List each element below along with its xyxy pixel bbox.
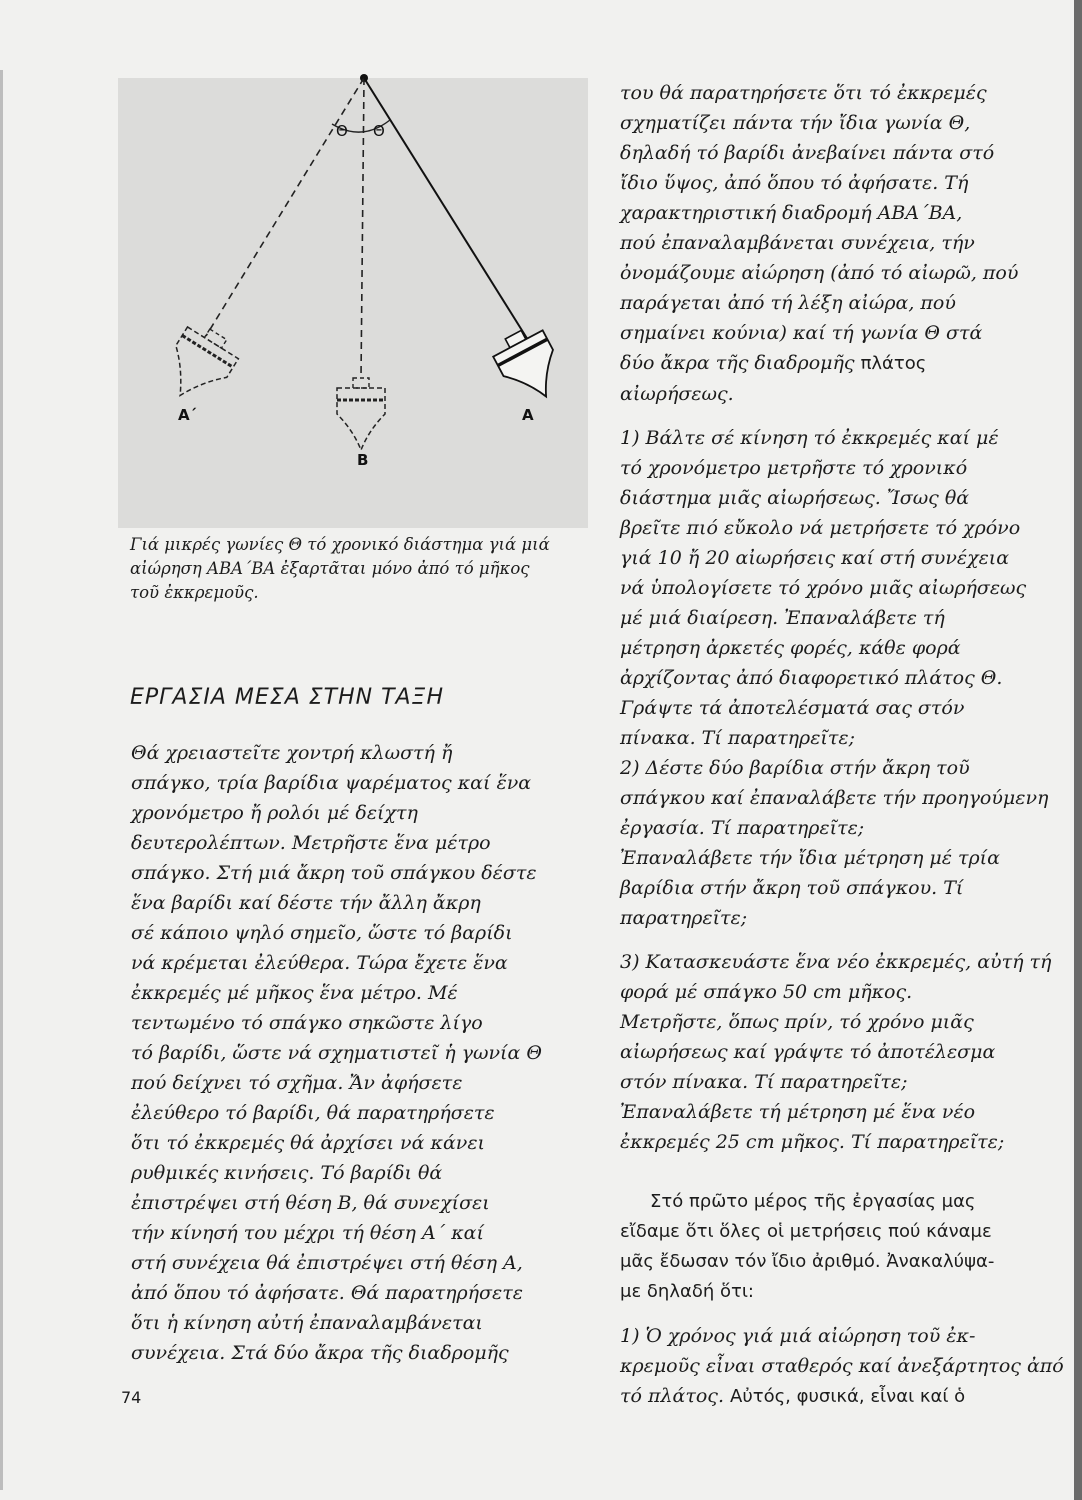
text-line: παρατηρεῖτε; bbox=[620, 907, 748, 929]
text-line: νά ὑπολογίσετε τό χρόνο μιᾶς αἰωρήσεως bbox=[620, 577, 1027, 599]
bob-left bbox=[155, 318, 244, 411]
paragraph-gap bbox=[620, 409, 1072, 423]
text-line: μέτρηση ἀρκετές φορές, κάθε φορά bbox=[620, 637, 961, 659]
text-line: Ἐπαναλάβετε τήν ἴδια μέτρηση μέ τρία bbox=[620, 847, 1000, 869]
text-line: ἐλεύθερο τό βαρίδι, θά παρατηρήσετε bbox=[131, 1102, 495, 1124]
caption-line: τοῦ ἐκκρεμοῦς. bbox=[130, 583, 259, 602]
text-line: σημαίνει κούνια) καί τή γωνία Θ στά bbox=[620, 322, 983, 344]
text-line: ἐργασία. Τί παρατηρεῖτε; bbox=[620, 817, 865, 839]
text-line: γιά 10 ἤ 20 αἰωρήσεις καί στή συνέχεια bbox=[620, 547, 1010, 569]
caption-line: αἰώρηση ΑΒΑ΄ΒΑ ἐξαρτᾶται μόνο ἀπό τό μῆκος bbox=[130, 559, 530, 578]
bob-right bbox=[488, 322, 570, 410]
paragraph-gap bbox=[620, 1157, 1072, 1187]
text-line bbox=[620, 348, 1072, 379]
label-theta-right: Θ bbox=[373, 122, 385, 140]
term-amplitude: πλάτος bbox=[860, 353, 927, 374]
text-line: του θά παρατηρήσετε ὅτι τό ἐκκρεμές bbox=[620, 82, 987, 104]
text-line: πίνακα. Τί παρατηρεῖτε; bbox=[620, 727, 855, 749]
string-left-dashed bbox=[206, 78, 364, 336]
text-line: Γράψτε τά ἀποτελέσματά σας στόν bbox=[620, 697, 965, 719]
text-fragment: τό πλάτος. bbox=[620, 1385, 731, 1407]
text-line: ἴδιο ὕψος, ἀπό ὅπου τό ἀφήσατε. Τή bbox=[620, 172, 969, 194]
section-heading: ΕΡΓΑΣΙΑ ΜΕΣΑ ΣΤΗΝ ΤΑΞΗ bbox=[130, 685, 444, 710]
text-line bbox=[620, 1381, 1072, 1412]
left-column-text bbox=[131, 738, 591, 1368]
text-line: δευτερολέπτων. Μετρῆστε ἕνα μέτρο bbox=[131, 832, 491, 854]
text-line: στόν πίνακα. Τί παρατηρεῖτε; bbox=[620, 1071, 908, 1093]
label-a-prime: Α΄ bbox=[178, 406, 197, 424]
text-line: κρεμοῦς εἶναι σταθερός καί ἀνεξάρτητος ἀπό bbox=[620, 1355, 1064, 1377]
label-theta-left: Θ bbox=[336, 122, 348, 140]
right-column-text bbox=[620, 78, 1072, 1412]
text-line: διάστημα μιᾶς αἰωρήσεως. Ἴσως θά bbox=[620, 487, 970, 509]
text-line: συνέχεια. Στά δύο ἄκρα τῆς διαδρομῆς bbox=[131, 1342, 509, 1364]
text-line: τήν κίνησή του μέχρι τή θέση Α΄ καί bbox=[131, 1222, 484, 1244]
text-line: Ἐπαναλάβετε τή μέτρηση μέ ἕνα νέο bbox=[620, 1101, 976, 1123]
text-line: ἀπό ὅπου τό ἀφήσατε. Θά παρατηρήσετε bbox=[131, 1282, 523, 1304]
text-line: με δηλαδή ὅτι: bbox=[620, 1281, 754, 1302]
text-fragment: δύο ἄκρα τῆς διαδρομῆς bbox=[620, 352, 861, 374]
bob-center bbox=[337, 378, 385, 450]
text-line: φορά μέ σπάγκο 50 cm μῆκος. bbox=[620, 981, 913, 1003]
string-center-dashed bbox=[361, 78, 364, 378]
text-line: μέ μιά διαίρεση. Ἐπαναλάβετε τή bbox=[620, 607, 945, 629]
text-line: 1) Βάλτε σέ κίνηση τό ἐκκρεμές καί μέ bbox=[620, 427, 999, 449]
text-line: 3) Κατασκευάστε ἕνα νέο ἐκκρεμές, αὐτή τή bbox=[620, 951, 1052, 973]
label-b: Β bbox=[357, 451, 369, 469]
text-line: τό χρονόμετρο μετρῆστε τό χρονικό bbox=[620, 457, 968, 479]
figure-caption bbox=[130, 533, 590, 605]
text-line: χαρακτηριστική διαδρομή ΑΒΑ΄ΒΑ, bbox=[620, 202, 963, 224]
text-line: ὅτι ἡ κίνηση αὐτή ἐπαναλαμβάνεται bbox=[131, 1312, 483, 1334]
text-line: βαρίδια στήν ἄκρη τοῦ σπάγκου. Τί bbox=[620, 877, 964, 899]
text-fragment: Αὐτός, φυσικά, εἶναι καί ὁ bbox=[730, 1386, 966, 1407]
text-line: σπάγκο. Στή μιά ἄκρη τοῦ σπάγκου δέστε bbox=[131, 862, 537, 884]
text-line: ἀρχίζοντας ἀπό διαφορετικό πλάτος Θ. bbox=[620, 667, 1003, 689]
text-line: τό βαρίδι, ὥστε νά σχηματιστεῖ ἡ γωνία Θ bbox=[131, 1042, 542, 1064]
text-line: Στό πρῶτο μέρος τῆς ἐργασίας μας bbox=[650, 1191, 976, 1212]
label-a: Α bbox=[522, 406, 534, 424]
text-line: αἰωρήσεως καί γράψτε τό ἀποτέλεσμα bbox=[620, 1041, 996, 1063]
text-line: ἐπιστρέψει στή θέση Β, θά συνεχίσει bbox=[131, 1192, 490, 1214]
text-line: παράγεται ἀπό τή λέξη αἰώρα, πού bbox=[620, 292, 956, 314]
pendulum-diagram bbox=[118, 70, 588, 490]
text-line: χρονόμετρο ἤ ρολόι μέ δείχτη bbox=[131, 802, 418, 824]
text-line: Θά χρειαστεῖτε χοντρή κλωστή ἤ bbox=[131, 742, 453, 764]
text-line: πού ἐπαναλαμβάνεται συνέχεια, τήν bbox=[620, 232, 975, 254]
text-line: σπάγκου καί ἐπαναλάβετε τήν προηγούμενη bbox=[620, 787, 1049, 809]
text-line: ἐκκρεμές 25 cm μῆκος. Τί παρατηρεῖτε; bbox=[620, 1131, 1005, 1153]
text-line: βρεῖτε πιό εὔκολο νά μετρήσετε τό χρόνο bbox=[620, 517, 1021, 539]
text-line: ὅτι τό ἐκκρεμές θά ἀρχίσει νά κάνει bbox=[131, 1132, 485, 1154]
text-line: Μετρῆστε, ὅπως πρίν, τό χρόνο μιᾶς bbox=[620, 1011, 974, 1033]
caption-line: Γιά μικρές γωνίες Θ τό χρονικό διάστημα γιά μιά bbox=[130, 535, 550, 554]
text-line: ὀνομάζουμε αἰώρηση (ἀπό τό αἰωρῶ, πού bbox=[620, 262, 1019, 284]
text-line: αἰωρήσεως. bbox=[620, 383, 734, 405]
scan-left-edge bbox=[0, 70, 3, 1490]
text-line: 2) Δέστε δύο βαρίδια στήν ἄκρη τοῦ bbox=[620, 757, 970, 779]
text-line: εἴδαμε ὅτι ὅλες οἱ μετρήσεις πού κάναμε bbox=[620, 1221, 992, 1242]
text-line: μᾶς ἔδωσαν τόν ἴδιο ἀριθμό. Ἀνακαλύψα- bbox=[620, 1251, 995, 1272]
text-line: 1) Ὁ χρόνος γιά μιά αἰώρηση τοῦ ἐκ- bbox=[620, 1325, 976, 1347]
string-right-solid bbox=[364, 78, 528, 340]
text-line: ἕνα βαρίδι καί δέστε τήν ἄλλη ἄκρη bbox=[131, 892, 481, 914]
text-line: δηλαδή τό βαρίδι ἀνεβαίνει πάντα στό bbox=[620, 142, 995, 164]
text-line: νά κρέμεται ἐλεύθερα. Τώρα ἔχετε ἕνα bbox=[131, 952, 508, 974]
text-line: ἐκκρεμές μέ μῆκος ἕνα μέτρο. Μέ bbox=[131, 982, 458, 1004]
text-line: στή συνέχεια θά ἐπιστρέψει στή θέση Α, bbox=[131, 1252, 523, 1274]
paragraph-gap bbox=[620, 933, 1072, 947]
text-line: πού δείχνει τό σχῆμα. Ἄν ἀφήσετε bbox=[131, 1072, 463, 1094]
scan-right-edge bbox=[1074, 0, 1082, 1500]
text-line: τεντωμένο τό σπάγκο σηκῶστε λίγο bbox=[131, 1012, 483, 1034]
page-number: 74 bbox=[121, 1388, 142, 1407]
text-line: σπάγκο, τρία βαρίδια ψαρέματος καί ἕνα bbox=[131, 772, 532, 794]
paragraph-gap bbox=[620, 1307, 1072, 1321]
text-line: ρυθμικές κινήσεις. Τό βαρίδι θά bbox=[131, 1162, 443, 1184]
text-line: σέ κάποιο ψηλό σημεῖο, ὥστε τό βαρίδι bbox=[131, 922, 513, 944]
text-line: σχηματίζει πάντα τήν ἴδια γωνία Θ, bbox=[620, 112, 971, 134]
